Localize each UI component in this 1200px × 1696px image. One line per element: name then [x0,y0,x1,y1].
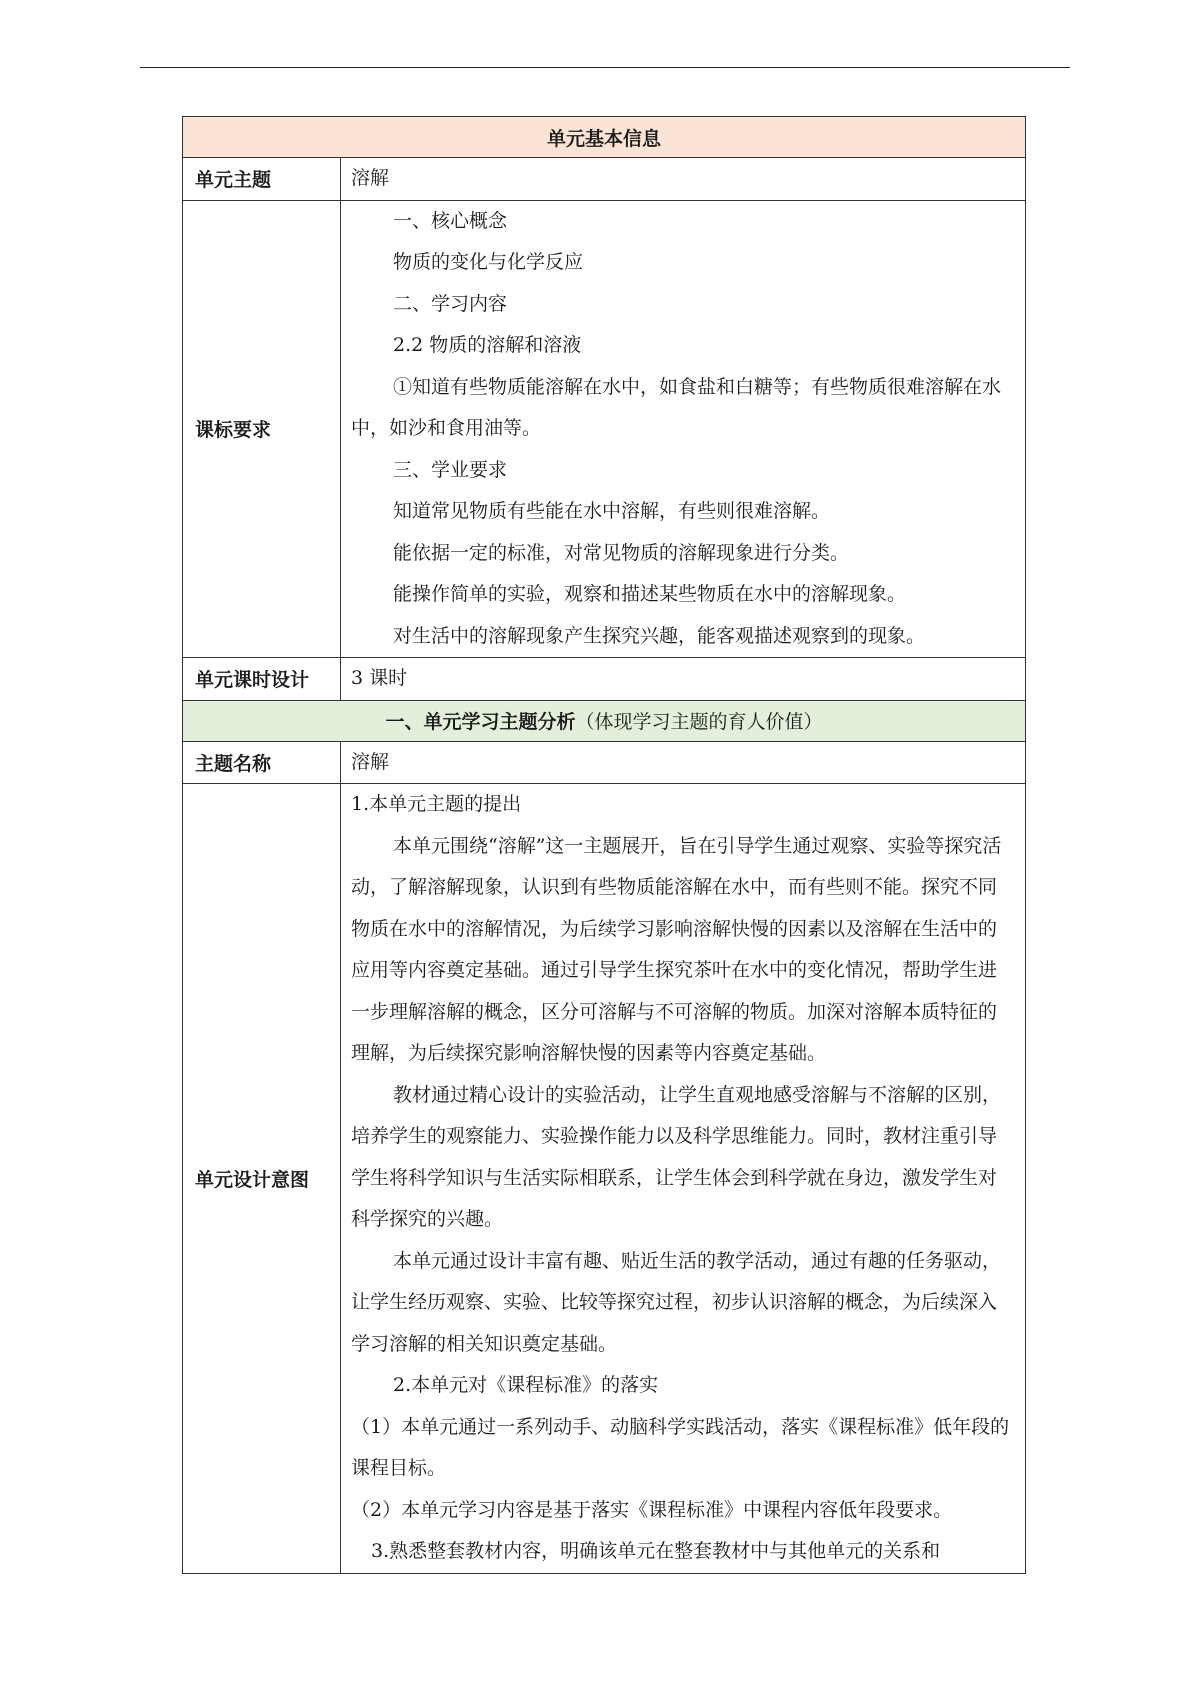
basic-info-header-row [183,117,1026,158]
lesson-design-row [183,658,1026,701]
curriculum-line: ①知道有些物质能溶解在水中，如食盐和白糖等；有些物质很难溶解在水中，如沙和食用油等。 [351,375,1002,439]
basic-info-header: 单元基本信息 [183,117,1026,158]
curriculum-line: 能依据一定的标准，对常见物质的溶解现象进行分类。 [393,541,850,564]
unit-info-table [182,116,1026,1574]
curriculum-line: 2.2 物质的溶解和溶液 [393,334,582,356]
design-intent-paragraph: 本单元通过设计丰富有趣、贴近生活的教学活动，通过有趣的任务驱动，让学生经历观察、实验、比较等探究过程，初步认识溶解的概念，为后续深入学习溶解的相关知识奠定基础。 [351,1249,1002,1355]
theme-name-row [183,741,1026,784]
curriculum-line: 能操作简单的实验，观察和描述某些物质在水中的溶解现象。 [393,583,907,605]
analysis-header-title: 一、单元学习主题分析 [385,711,576,733]
design-intent-row [183,784,1026,1574]
analysis-header-row [183,700,1026,741]
design-intent-paragraph: 2.本单元对《课程标准》的落实 [393,1374,659,1396]
curriculum-content [341,200,1026,658]
unit-topic-value: 溶解 [341,158,1026,201]
lesson-design-label: 单元课时设计 [183,658,341,701]
design-intent-paragraph: （2）本单元学习内容是基于落实《课程标准》中课程内容低年段要求。 [351,1498,953,1521]
header-rule [140,67,1070,68]
lesson-design-value: 3 课时 [341,658,1026,701]
analysis-header-note: （体现学习主题的育人价值） [575,711,823,733]
design-intent-paragraph: 本单元围绕“溶解”这一主题展开，旨在引导学生通过观察、实验等探究活动，了解溶解现象，认识到有些物质能溶解在水中，而有些则不能。探究不同物质在水中的溶解情况，为后续学习影响溶解快慢的因素以及溶解在生活中的应用等内容奠定基础。通过引导学生探究茶叶在水中的变化情况，帮助学生进一步理解溶解的概念，区分可溶解与不可溶解的物质。加深对溶解本质特征的理解，为后续探究影响溶解快慢的因素等内容奠定基础。 [351,834,1002,1064]
theme-name-label: 主题名称 [183,741,341,784]
unit-topic-row [183,158,1026,201]
curriculum-line: 三、学业要求 [393,458,508,481]
curriculum-line: 二、学习内容 [393,292,508,315]
curriculum-line: 对生活中的溶解现象产生探究兴趣，能客观描述观察到的现象。 [393,624,926,647]
curriculum-label: 课标要求 [183,200,341,658]
curriculum-line: 知道常见物质有些能在水中溶解，有些则很难溶解。 [393,500,831,522]
design-intent-paragraph: 教材通过精心设计的实验活动，让学生直观地感受溶解与不溶解的区别，培养学生的观察能力、实验操作能力以及科学思维能力。同时，教材注重引导学生将科学知识与生活实际相联系，让学生体会到科学就在身边，激发学生对科学探究的兴趣。 [351,1083,1002,1230]
curriculum-line: 物质的变化与化学反应 [393,251,584,273]
design-intent-content [341,784,1026,1574]
analysis-header [183,700,1026,741]
design-intent-label: 单元设计意图 [183,784,341,1574]
curriculum-row [183,200,1026,658]
design-intent-paragraph: 1.本单元主题的提出 [351,793,522,815]
design-intent-paragraph: 3.熟悉整套教材内容，明确该单元在整套教材中与其他单元的关系和 [371,1540,941,1562]
curriculum-line: 一、核心概念 [393,209,508,232]
design-intent-paragraph: （1）本单元通过一系列动手、动脑科学实践活动，落实《课程标准》低年段的课程目标。 [351,1415,1010,1479]
unit-topic-label: 单元主题 [183,158,341,201]
theme-name-value: 溶解 [341,741,1026,784]
